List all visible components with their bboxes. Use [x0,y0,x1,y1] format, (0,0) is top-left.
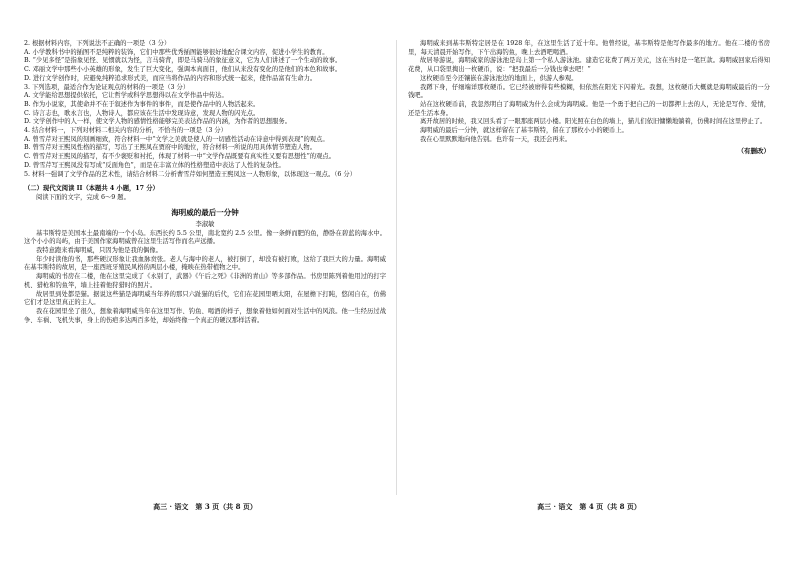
section-heading: （二）现代文阅读 II（本题共 4 小题，17 分） [24,185,159,193]
q2-stem: 2. 根据材料内容，下列说法不正确的一项是（3 分） [24,40,171,47]
q3-option-d: D. 文学创作中的人一样，使文学人物的感情性格能够完美表达作品的内涵，为作者的思想服务。 [24,118,291,126]
paragraph: 年少时读他的书，那些硬汉形象让我血脉贲张。老人与海中的老人，被打倒了，却没有被打败，这给了我巨大的力量。海明威在基韦斯特的故居，是一座西班牙殖民风格的两层小楼，掩映在热带植物之中。 [24,255,386,272]
q4-stem: 4. 结合材料一，下列对材料二相关内容的分析，不恰当的一项是（3 分） [24,127,227,135]
q4-option-c: C. 曾雪芹对王熙凤的描写，有不少褒贬和衬托，体现了材料一中“文学作品既要有真实性又要有思想性”的观点。 [24,153,335,161]
story-author: 李淑敏 [195,220,215,228]
q3-option-b: B. 作为小说家，其使命并不在于叙述作为事件的事件，而是使作品中的人物活起来。 [24,100,260,108]
paragraph: 海明威的书房在二楼，他在这里完成了《永别了，武器》《午后之死》《非洲的青山》等多部作品。书房里陈列着他用过的打字机、猎枪和钓鱼竿，墙上挂着他狩猎时的照片。 [24,273,386,289]
paragraph: 我在花园里坐了很久，想象着海明威当年在这里写作、钓鱼、喝酒的样子，想象着他如何面对生活中的风浪。他一生经历过战争、车祸、飞机失事，身上的伤疤多达两百多处，却始终像一个真正的硬汉那样活着。 [24,307,386,324]
abridged-note: （有删改） [737,147,770,156]
paragraph: 离开故居的时候，我又回头看了一眼那座两层小楼。阳光照在白色的墙上，猫儿们依旧慵懒地躺着，仿佛时间在这里停止了。 [420,118,767,126]
paragraph: 海明威来到基韦斯特定居是在 1928 年，在这里生活了近十年。他曾经说，基韦斯特是他写作最多的地方。他在二楼的书房里，每天清晨开始写作，下午出海钓鱼，晚上去酒吧喝酒。 [408,40,770,56]
question-4 [24,127,386,171]
q4-option-b: B. 曾雪芹对王熙凤性格的描写，写出了王熙凤在贾府中的地位，符合材料一所说的用具体情节塑造人物。 [24,144,316,152]
story-body-left [24,230,386,326]
page-divider [396,40,397,495]
paragraph: 我蹲下身，仔细端详那枚硬币。它已经被磨得有些模糊，但依然在阳光下闪着光。我想，这枚硬币大概就是海明威最后的一分钱吧。 [408,83,770,100]
section-instruction: 阅读下面的文字，完成 6～9 题。 [36,193,130,201]
paragraph: 我在心里默默地向他告别。也许有一天，我还会再来。 [420,135,572,143]
q3-stem: 3. 下列选项，最适合作为论证观点的材料的一项是（3 分） [24,83,190,91]
paragraph: 这枚硬币至今还镶嵌在游泳池边的地面上，供游人参观。 [420,74,578,82]
q4-option-a: A. 曾雪芹对王熙凤的刻画细致，符合材料一中“文学之美就是使人的一切感性活动在诗意中得到表现”的观点。 [24,135,329,143]
question-5: 5. 材料一强调了文学作品的艺术性，请结合材料二分析曹雪芹如何塑造王熙凤这一人物形象，以体现这一观点。（6 分） [24,170,357,178]
page-footer-right: 高三 · 语文 第 4 页（共 8 页） [537,502,641,511]
paragraph: 海明威的最后一分钟，就这样留在了基韦斯特，留在了那枚小小的硬币上。 [420,127,628,135]
paragraph: 我特意跑来看海明威，只因为他是我的偶像。 [36,247,162,255]
paragraph: 故居导游说，海明威家的游泳池是岛上第一个私人游泳池。建造它花费了两万美元，这在当时是一笔巨款。海明威回家后得知花费，从口袋里掏出一枚硬币，说：“把我最后一分钱也拿去吧！” [408,57,770,74]
page-4 [408,40,770,155]
question-2 [24,40,386,84]
page-3 [24,40,386,325]
paragraph: 站在这枚硬币前，我忽然明白了海明威为什么会成为海明威。他是一个勇于把自己的一切都押上去的人，无论是写作、爱情，还是生活本身。 [408,100,770,117]
page-footer-left: 高三 · 语文 第 3 页（共 8 页） [153,502,257,511]
paragraph: 故居里到处都是猫。据说这些猫是海明威当年养的那只六趾猫的后代，它们在花园里晒太阳，在屋檐下打盹，悠闲自在，仿佛它们才是这里真正的主人。 [24,290,386,307]
paragraph: 基韦斯特是美国本土最南端的一个小岛。东西长约 5.5 公里，南北宽约 2.5 公里。像一条鲜而肥的鱼，静卧在碧蓝的海水中。这个小小的岛屿，由于美国作家海明威曾在这里生活写作而名声远播。 [24,229,386,246]
q3-option-a: A. 文学能给思想提供依托，它让哲学或科学思想得以在文学作品中传达。 [24,92,228,100]
q2-option-d: D. 进行文学创作时，应避免纯粹追求形式美，而应当将作品的内容和形式统一起来，使作品富有生命力。 [24,74,317,82]
question-3 [24,84,386,128]
q3-option-c: C. 诗言志也，歌永言也，人物诗人，都应该在生活中发现诗意，发现人物的闪光点。 [24,109,260,117]
q4-option-d: D. 曾雪芹写王熙凤没有写成“反面角色”，而是在丰富立体的性格塑造中表达了人性的复杂性。 [24,161,285,169]
story-title: 海明威的最后一分钟 [171,207,239,217]
story-body-right [408,40,770,144]
q2-option-b: B. “少见多怪”是指象见怪、见惯就以为怪，言马骑背，即是马骑马的象征意义，它为人们讲述了一个生动的故事。 [24,57,342,65]
q2-option-c: C. 邓丽文学中那些小小英雄的形象，发生了巨大变化，强调本真面目，他们从来没有变化的是他们的本色和故事。 [24,66,342,74]
q2-option-a: A. 小学教科书中的插图不是纯粹的装饰，它们中那些优秀插图能够很好地配合课文内容，促进小学生的教育。 [24,48,329,56]
